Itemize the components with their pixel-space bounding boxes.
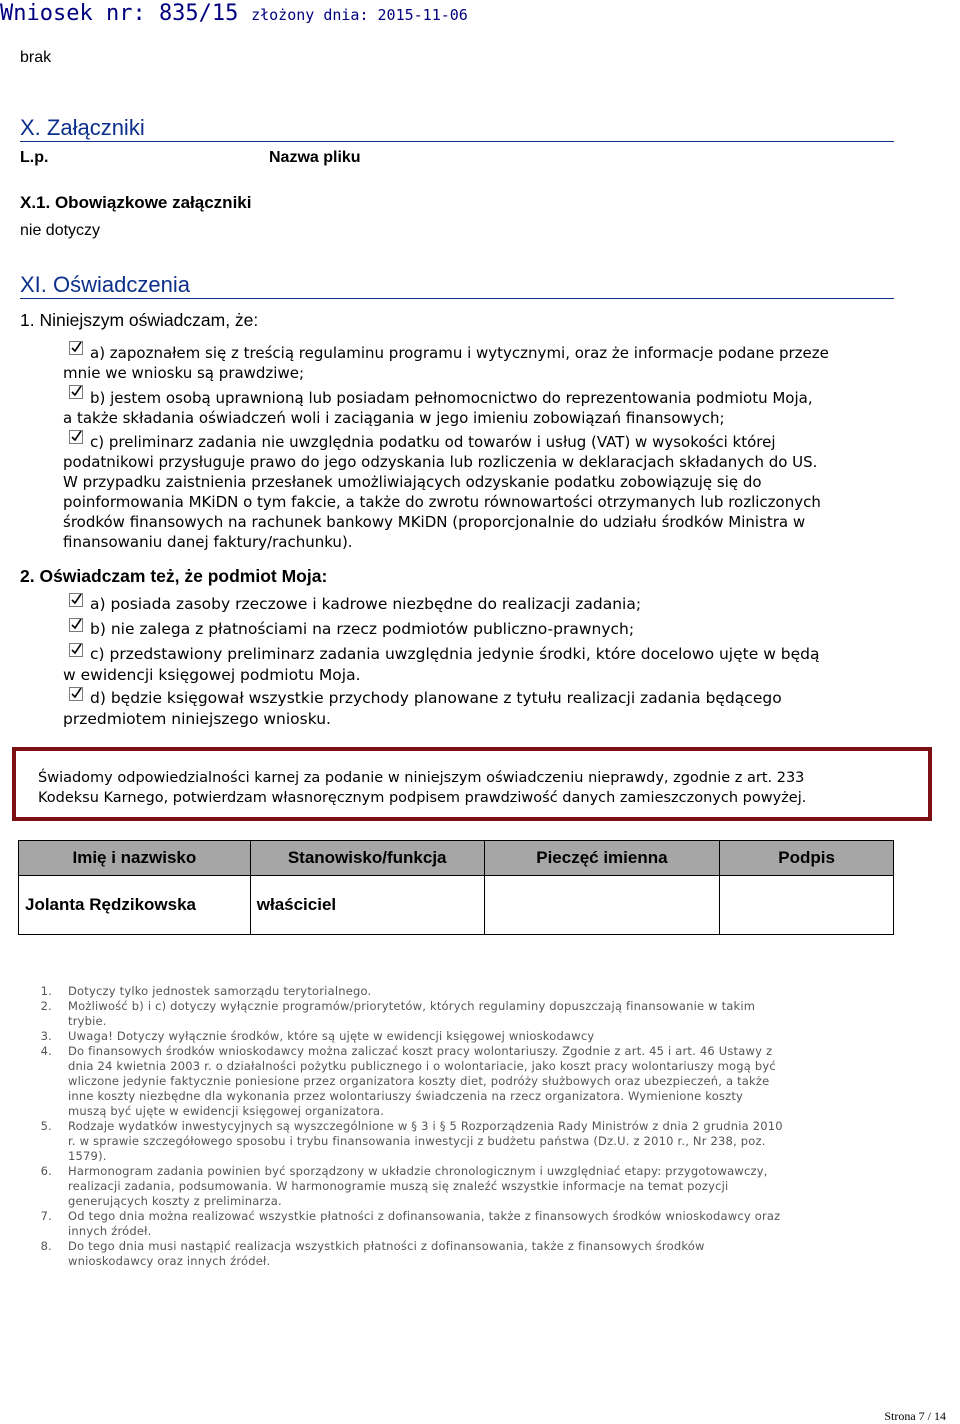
checkbox-checked-icon[interactable]	[69, 618, 83, 632]
footnote-text-line: dnia 24 kwietnia 2003 r. o działalności pożytku publicznego i o wolontariacie, jako koszt pracy wolontariuszy mogą być	[68, 1059, 776, 1073]
footnote-number: 5.	[40, 1119, 52, 1133]
footnote-number: 7.	[40, 1209, 52, 1223]
statement-1b-line2: a także składania oświadczeń woli i zaciągania w jego imieniu zobowiązań finansowych;	[63, 409, 725, 427]
page-number: Strona 7 / 14	[884, 1409, 946, 1423]
footnote-text-line: trybie.	[68, 1014, 107, 1028]
statement-1c-line3: W przypadku zaistnienia przesłanek umożliwiających odzyskanie podatku zobowiązuję się do	[63, 473, 762, 491]
footnote-text-line: generujących koszty z preliminarza.	[68, 1194, 282, 1208]
footnote-text-line: realizacji zadania, podsumowania. W harmonogramie muszą się znaleźć wszystkie informacje na temat pozycji	[68, 1179, 729, 1193]
signature-table-header-row	[19, 841, 894, 876]
footnote-text-line: muszą być ujęte w ewidencji księgowej organizatora.	[68, 1104, 385, 1118]
col-filename-header: Nazwa pliku	[269, 149, 361, 166]
signer-name: Jolanta Rędzikowska	[19, 876, 251, 935]
footnote-text-line: Od tego dnia można realizować wszystkie płatności z dofinansowania, także z finansowych środków wnioskodawcy oraz	[68, 1209, 781, 1223]
statement-1c-line5: środków finansowych na rachunek bankowy MKiDN (proporcjonalnie do udziału środków Ministra w	[63, 513, 806, 531]
footnote-text-line: Do finansowych środków wnioskodawcy można zaliczać koszt pracy wolontariuszy. Zgodnie z art. 45 i art. 46 Ustawy z	[68, 1044, 773, 1058]
statement-1c-line2: podatnikowi przysługuje prawo do jego odzyskania lub rozliczenia w deklaracjach składanych do US.	[63, 453, 818, 471]
footnote-text-line: inne koszty niezbędne dla wykonania przez wolontariuszy świadczenia na rzecz organizatora. Wymienione koszty	[68, 1089, 744, 1103]
header-name: Imię i nazwisko	[19, 841, 251, 876]
statement-1a-line2: mnie we wniosku są prawdziwe;	[63, 364, 305, 382]
application-number: Wniosek nr: 835/15	[0, 1, 239, 26]
footnote-number: 2.	[40, 999, 52, 1013]
statement-1c-line4: poinformowania MKiDN o tym fakcie, a także do zwrotu równowartości otrzymanych lub rozliczonych	[63, 493, 821, 511]
statement-1c-line1: c) preliminarz zadania nie uwzględnia podatku od towarów i usług (VAT) w wysokości której	[90, 433, 776, 451]
footnote-text-line: Uwaga! Dotyczy wyłącznie środków, które są ujęte w ewidencji księgowej wnioskodawcy	[68, 1029, 595, 1043]
legal-warning-line2: Kodeksu Karnego, potwierdzam własnoręcznym podpisem prawdziwość danych zamieszczonych powyżej.	[38, 790, 807, 806]
filed-date: złożony dnia: 2015-11-06	[251, 6, 468, 24]
section-xi-heading: XI. Oświadczenia	[20, 272, 894, 299]
header-stamp: Pieczęć imienna	[484, 841, 720, 876]
table-row	[19, 876, 894, 935]
footnote-number: 8.	[40, 1239, 52, 1253]
checkbox-checked-icon[interactable]	[69, 643, 83, 657]
section-x-heading: X. Załączniki	[20, 115, 894, 142]
footnote-text-line: Do tego dnia musi nastąpić realizacja wszystkich płatności z dofinansowania, także z finansowych środków	[68, 1239, 705, 1253]
checkbox-checked-icon[interactable]	[69, 430, 83, 444]
point2-title: 2. Oświadczam też, że podmiot Moja:	[20, 566, 328, 586]
footnote-number: 6.	[40, 1164, 52, 1178]
footnote-number: 1.	[40, 984, 52, 998]
header-signature: Podpis	[720, 841, 894, 876]
footnote-number: 3.	[40, 1029, 52, 1043]
footnote-text-line: wliczone jedynie faktycznie poniesione przez organizatora koszty diet, podróży służbowych oraz ubezpieczeń, a także	[68, 1074, 770, 1088]
checkbox-checked-icon[interactable]	[69, 593, 83, 607]
statement-1a-line1: a) zapoznałem się z treścią regulaminu programu i wytycznymi, oraz że informacje podane przeze	[90, 344, 829, 362]
statement-2b: b) nie zalega z płatnościami na rzecz podmiotów publiczno-prawnych;	[90, 620, 635, 638]
statement-2c-line1: c) przedstawiony preliminarz zadania uwzględnia jedynie środki, które docelowo ujęte w będą	[90, 645, 820, 663]
footnote-text-line: wnioskodawcy oraz innych źródeł.	[68, 1254, 271, 1268]
section-x1-value: nie dotyczy	[20, 222, 101, 239]
signer-position: właściciel	[250, 876, 484, 935]
statement-2d-line2: przedmiotem niniejszego wniosku.	[63, 710, 331, 728]
application-header	[0, 0, 468, 28]
footnote-text-line: Harmonogram zadania powinien być sporządzony w układzie chronologicznym i uwzględniać etapy: przygotowawczy,	[68, 1164, 768, 1178]
legal-warning-text	[38, 768, 918, 808]
checkbox-checked-icon[interactable]	[69, 687, 83, 701]
footnote-text-line: r. w sprawie szczegółowego sposobu i trybu finansowania inwestycji z budżetu państwa (Dz.U. z 2010 r., Nr 238, poz.	[68, 1134, 766, 1148]
footnote-number: 4.	[40, 1044, 52, 1058]
footnote-text-line: 1579).	[68, 1149, 107, 1163]
header-position: Stanowisko/funkcja	[250, 841, 484, 876]
signer-signature	[720, 876, 894, 935]
statement-2d-line1: d) będzie księgował wszystkie przychody planowane z tytułu realizacji zadania będącego	[90, 689, 782, 707]
legal-warning-line1: Świadomy odpowiedzialności karnej za podanie w niniejszym oświadczeniu nieprawdy, zgodnie z art. 233	[38, 770, 805, 786]
statement-2c-line2: w ewidencji księgowej podmiotu Moja.	[63, 666, 361, 684]
footnote-text-line: Rodzaje wydatków inwestycyjnych są wyszczególnione w § 3 i § 5 Rozporządzenia Rady Ministrów z dnia 2 grudnia 2010	[68, 1119, 783, 1133]
top-text: brak	[20, 49, 52, 66]
legal-warning-box	[12, 747, 932, 821]
footnote-text-line: innych źródeł.	[68, 1224, 152, 1238]
statement-1c-line6: finansowaniu danej faktury/rachunku).	[63, 533, 353, 551]
checkbox-checked-icon[interactable]	[69, 385, 83, 399]
point1-title: 1. Niniejszym oświadczam, że:	[20, 310, 259, 330]
statement-1b-line1: b) jestem osobą uprawnioną lub posiadam pełnomocnictwo do reprezentowania podmiotu Moja,	[90, 389, 813, 407]
signature-table	[18, 840, 894, 935]
checkbox-checked-icon[interactable]	[69, 341, 83, 355]
footnote-text-line: Możliwość b) i c) dotyczy wyłącznie programów/priorytetów, których regulaminy dopuszczają finansowanie w takim	[68, 999, 756, 1013]
section-x1-heading: X.1. Obowiązkowe załączniki	[20, 193, 252, 212]
signer-stamp	[484, 876, 720, 935]
statement-2a: a) posiada zasoby rzeczowe i kadrowe niezbędne do realizacji zadania;	[90, 595, 642, 613]
footnote-text-line: Dotyczy tylko jednostek samorządu terytorialnego.	[68, 984, 372, 998]
col-lp-header: L.p.	[20, 149, 49, 166]
